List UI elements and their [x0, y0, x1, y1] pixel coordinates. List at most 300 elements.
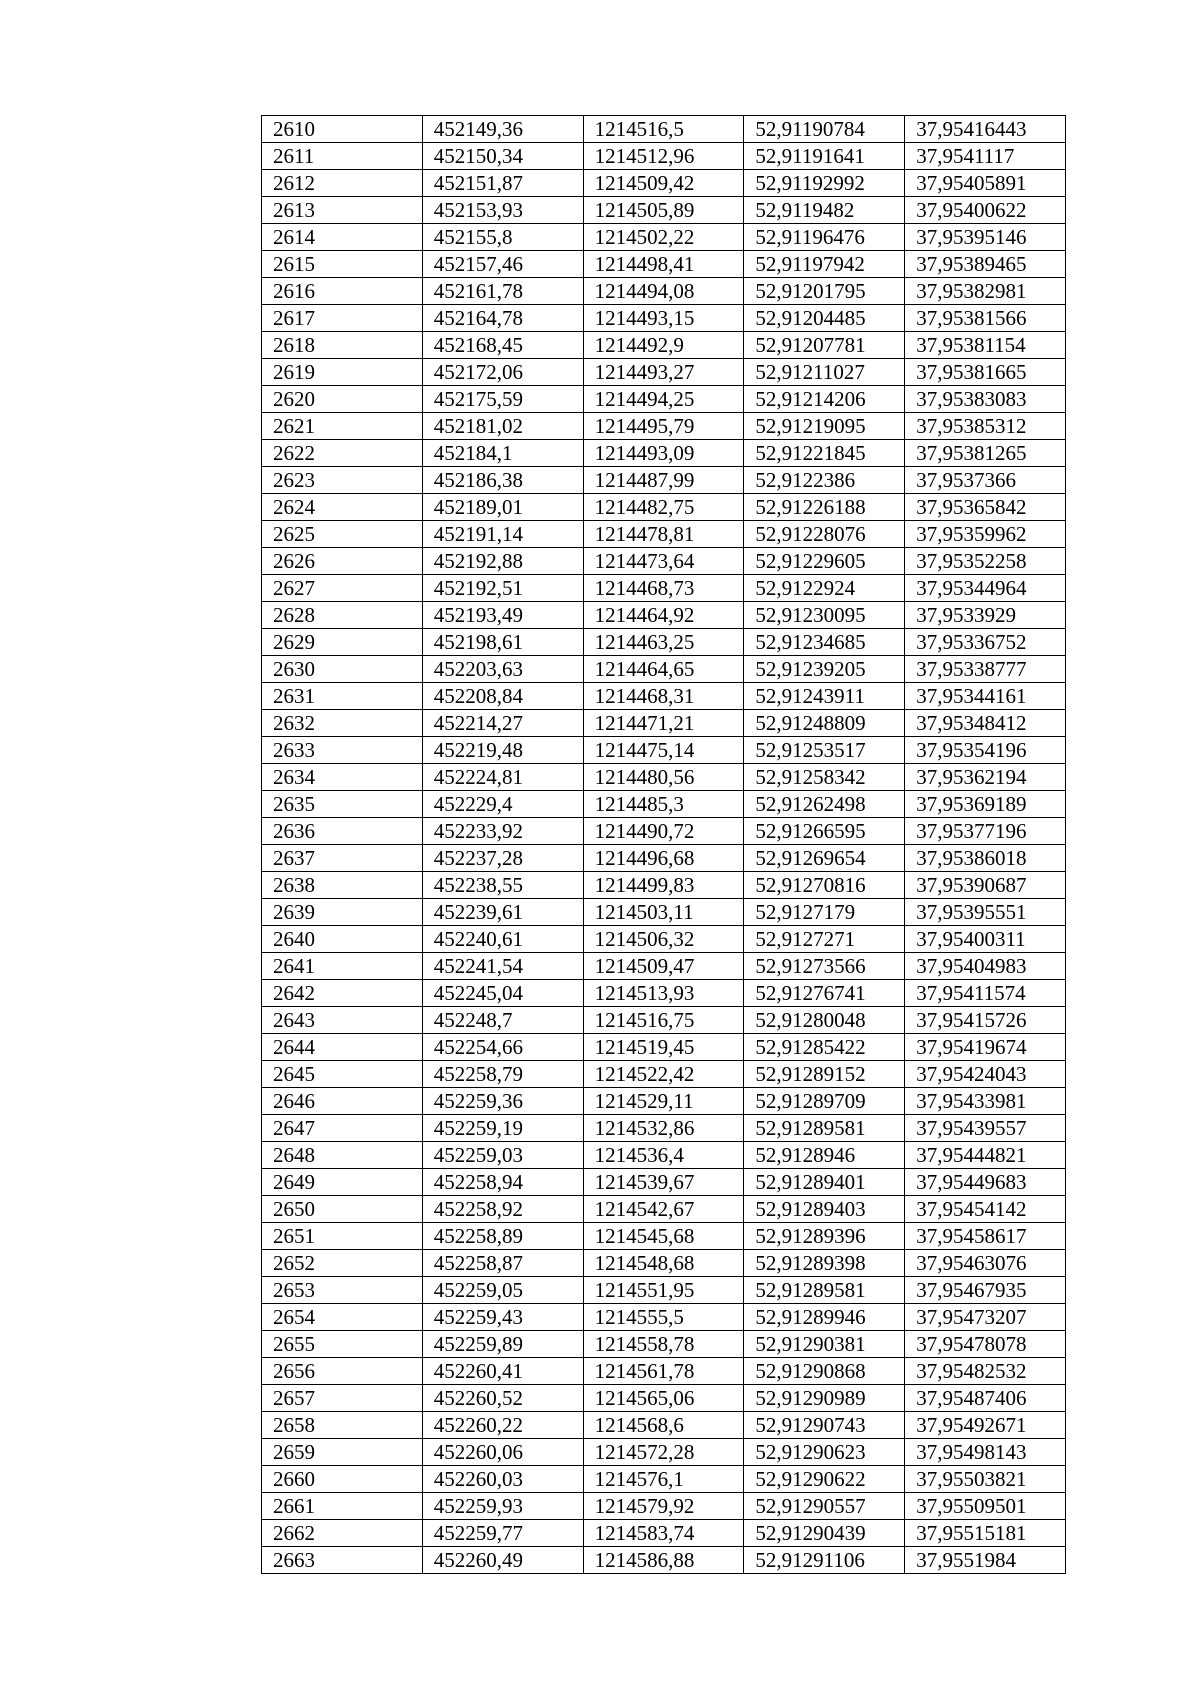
x-coordinate-cell: 452224,81: [422, 764, 583, 791]
longitude-cell: 37,95395551: [905, 899, 1066, 926]
latitude-cell: 52,9119482: [744, 197, 905, 224]
point-number-cell: 2628: [262, 602, 423, 629]
longitude-cell: 37,95405891: [905, 170, 1066, 197]
longitude-cell: 37,95400311: [905, 926, 1066, 953]
point-number-cell: 2658: [262, 1412, 423, 1439]
table-row: [262, 872, 1066, 899]
x-coordinate-cell: 452260,03: [422, 1466, 583, 1493]
point-number-cell: 2636: [262, 818, 423, 845]
longitude-cell: 37,95503821: [905, 1466, 1066, 1493]
latitude-cell: 52,91289403: [744, 1196, 905, 1223]
latitude-cell: 52,91214206: [744, 386, 905, 413]
table-row: [262, 1277, 1066, 1304]
latitude-cell: 52,91289396: [744, 1223, 905, 1250]
longitude-cell: 37,95389465: [905, 251, 1066, 278]
x-coordinate-cell: 452259,05: [422, 1277, 583, 1304]
point-number-cell: 2624: [262, 494, 423, 521]
latitude-cell: 52,91262498: [744, 791, 905, 818]
point-number-cell: 2612: [262, 170, 423, 197]
latitude-cell: 52,91290622: [744, 1466, 905, 1493]
y-coordinate-cell: 1214506,32: [583, 926, 744, 953]
longitude-cell: 37,95344964: [905, 575, 1066, 602]
longitude-cell: 37,95354196: [905, 737, 1066, 764]
y-coordinate-cell: 1214502,22: [583, 224, 744, 251]
latitude-cell: 52,91290439: [744, 1520, 905, 1547]
table-row: [262, 1061, 1066, 1088]
table-row: [262, 845, 1066, 872]
y-coordinate-cell: 1214536,4: [583, 1142, 744, 1169]
point-number-cell: 2638: [262, 872, 423, 899]
longitude-cell: 37,95381154: [905, 332, 1066, 359]
longitude-cell: 37,95395146: [905, 224, 1066, 251]
x-coordinate-cell: 452193,49: [422, 602, 583, 629]
longitude-cell: 37,95492671: [905, 1412, 1066, 1439]
y-coordinate-cell: 1214548,68: [583, 1250, 744, 1277]
x-coordinate-cell: 452258,79: [422, 1061, 583, 1088]
y-coordinate-cell: 1214503,11: [583, 899, 744, 926]
table-row: [262, 1385, 1066, 1412]
point-number-cell: 2662: [262, 1520, 423, 1547]
point-number-cell: 2647: [262, 1115, 423, 1142]
y-coordinate-cell: 1214492,9: [583, 332, 744, 359]
longitude-cell: 37,95344161: [905, 683, 1066, 710]
table-row: [262, 197, 1066, 224]
longitude-cell: 37,95449683: [905, 1169, 1066, 1196]
x-coordinate-cell: 452259,93: [422, 1493, 583, 1520]
y-coordinate-cell: 1214509,42: [583, 170, 744, 197]
table-row: [262, 251, 1066, 278]
latitude-cell: 52,91196476: [744, 224, 905, 251]
y-coordinate-cell: 1214494,25: [583, 386, 744, 413]
x-coordinate-cell: 452192,88: [422, 548, 583, 575]
latitude-cell: 52,91291106: [744, 1547, 905, 1574]
x-coordinate-cell: 452248,7: [422, 1007, 583, 1034]
x-coordinate-cell: 452258,87: [422, 1250, 583, 1277]
longitude-cell: 37,95369189: [905, 791, 1066, 818]
point-number-cell: 2611: [262, 143, 423, 170]
table-row: [262, 359, 1066, 386]
y-coordinate-cell: 1214561,78: [583, 1358, 744, 1385]
y-coordinate-cell: 1214586,88: [583, 1547, 744, 1574]
y-coordinate-cell: 1214496,68: [583, 845, 744, 872]
longitude-cell: 37,95509501: [905, 1493, 1066, 1520]
table-row: [262, 521, 1066, 548]
y-coordinate-cell: 1214485,3: [583, 791, 744, 818]
longitude-cell: 37,9551984: [905, 1547, 1066, 1574]
table-row: [262, 440, 1066, 467]
x-coordinate-cell: 452259,19: [422, 1115, 583, 1142]
x-coordinate-cell: 452258,94: [422, 1169, 583, 1196]
longitude-cell: 37,95400622: [905, 197, 1066, 224]
point-number-cell: 2631: [262, 683, 423, 710]
table-row: [262, 494, 1066, 521]
table-row: [262, 143, 1066, 170]
longitude-cell: 37,95404983: [905, 953, 1066, 980]
x-coordinate-cell: 452229,4: [422, 791, 583, 818]
x-coordinate-cell: 452184,1: [422, 440, 583, 467]
y-coordinate-cell: 1214487,99: [583, 467, 744, 494]
x-coordinate-cell: 452254,66: [422, 1034, 583, 1061]
point-number-cell: 2660: [262, 1466, 423, 1493]
latitude-cell: 52,91289709: [744, 1088, 905, 1115]
point-number-cell: 2618: [262, 332, 423, 359]
table-row: [262, 683, 1066, 710]
table-row: [262, 332, 1066, 359]
x-coordinate-cell: 452153,93: [422, 197, 583, 224]
x-coordinate-cell: 452259,03: [422, 1142, 583, 1169]
point-number-cell: 2645: [262, 1061, 423, 1088]
y-coordinate-cell: 1214568,6: [583, 1412, 744, 1439]
y-coordinate-cell: 1214468,31: [583, 683, 744, 710]
latitude-cell: 52,91229605: [744, 548, 905, 575]
table-row: [262, 1034, 1066, 1061]
x-coordinate-cell: 452161,78: [422, 278, 583, 305]
x-coordinate-cell: 452260,22: [422, 1412, 583, 1439]
longitude-cell: 37,95338777: [905, 656, 1066, 683]
table-row: [262, 953, 1066, 980]
longitude-cell: 37,95365842: [905, 494, 1066, 521]
y-coordinate-cell: 1214529,11: [583, 1088, 744, 1115]
y-coordinate-cell: 1214505,89: [583, 197, 744, 224]
y-coordinate-cell: 1214565,06: [583, 1385, 744, 1412]
longitude-cell: 37,95359962: [905, 521, 1066, 548]
longitude-cell: 37,95382981: [905, 278, 1066, 305]
point-number-cell: 2661: [262, 1493, 423, 1520]
latitude-cell: 52,91266595: [744, 818, 905, 845]
x-coordinate-cell: 452186,38: [422, 467, 583, 494]
table-row: [262, 629, 1066, 656]
table-row: [262, 1196, 1066, 1223]
x-coordinate-cell: 452181,02: [422, 413, 583, 440]
longitude-cell: 37,95467935: [905, 1277, 1066, 1304]
point-number-cell: 2619: [262, 359, 423, 386]
longitude-cell: 37,95411574: [905, 980, 1066, 1007]
latitude-cell: 52,91228076: [744, 521, 905, 548]
latitude-cell: 52,91273566: [744, 953, 905, 980]
x-coordinate-cell: 452150,34: [422, 143, 583, 170]
point-number-cell: 2617: [262, 305, 423, 332]
longitude-cell: 37,95454142: [905, 1196, 1066, 1223]
longitude-cell: 37,95439557: [905, 1115, 1066, 1142]
point-number-cell: 2656: [262, 1358, 423, 1385]
longitude-cell: 37,95498143: [905, 1439, 1066, 1466]
table-row: [262, 170, 1066, 197]
latitude-cell: 52,91276741: [744, 980, 905, 1007]
x-coordinate-cell: 452151,87: [422, 170, 583, 197]
table-row: [262, 1466, 1066, 1493]
x-coordinate-cell: 452237,28: [422, 845, 583, 872]
y-coordinate-cell: 1214482,75: [583, 494, 744, 521]
latitude-cell: 52,91253517: [744, 737, 905, 764]
y-coordinate-cell: 1214576,1: [583, 1466, 744, 1493]
longitude-cell: 37,95424043: [905, 1061, 1066, 1088]
y-coordinate-cell: 1214493,09: [583, 440, 744, 467]
y-coordinate-cell: 1214493,15: [583, 305, 744, 332]
y-coordinate-cell: 1214495,79: [583, 413, 744, 440]
point-number-cell: 2648: [262, 1142, 423, 1169]
point-number-cell: 2635: [262, 791, 423, 818]
x-coordinate-cell: 452191,14: [422, 521, 583, 548]
x-coordinate-cell: 452149,36: [422, 116, 583, 143]
x-coordinate-cell: 452189,01: [422, 494, 583, 521]
y-coordinate-cell: 1214475,14: [583, 737, 744, 764]
y-coordinate-cell: 1214471,21: [583, 710, 744, 737]
point-number-cell: 2622: [262, 440, 423, 467]
latitude-cell: 52,91290868: [744, 1358, 905, 1385]
point-number-cell: 2637: [262, 845, 423, 872]
x-coordinate-cell: 452260,41: [422, 1358, 583, 1385]
x-coordinate-cell: 452240,61: [422, 926, 583, 953]
longitude-cell: 37,95381665: [905, 359, 1066, 386]
table-row: [262, 1439, 1066, 1466]
table-row: [262, 1088, 1066, 1115]
latitude-cell: 52,91258342: [744, 764, 905, 791]
point-number-cell: 2633: [262, 737, 423, 764]
y-coordinate-cell: 1214499,83: [583, 872, 744, 899]
y-coordinate-cell: 1214498,41: [583, 251, 744, 278]
point-number-cell: 2632: [262, 710, 423, 737]
y-coordinate-cell: 1214512,96: [583, 143, 744, 170]
y-coordinate-cell: 1214463,25: [583, 629, 744, 656]
y-coordinate-cell: 1214464,65: [583, 656, 744, 683]
table-row: [262, 467, 1066, 494]
table-row: [262, 413, 1066, 440]
latitude-cell: 52,91191641: [744, 143, 905, 170]
x-coordinate-cell: 452208,84: [422, 683, 583, 710]
longitude-cell: 37,9533929: [905, 602, 1066, 629]
longitude-cell: 37,95433981: [905, 1088, 1066, 1115]
table-row: [262, 1142, 1066, 1169]
longitude-cell: 37,9537366: [905, 467, 1066, 494]
longitude-cell: 37,95377196: [905, 818, 1066, 845]
point-number-cell: 2641: [262, 953, 423, 980]
latitude-cell: 52,91243911: [744, 683, 905, 710]
y-coordinate-cell: 1214494,08: [583, 278, 744, 305]
longitude-cell: 37,9541117: [905, 143, 1066, 170]
longitude-cell: 37,95463076: [905, 1250, 1066, 1277]
longitude-cell: 37,95487406: [905, 1385, 1066, 1412]
table-row: [262, 764, 1066, 791]
x-coordinate-cell: 452192,51: [422, 575, 583, 602]
x-coordinate-cell: 452259,77: [422, 1520, 583, 1547]
x-coordinate-cell: 452219,48: [422, 737, 583, 764]
point-number-cell: 2655: [262, 1331, 423, 1358]
table-row: [262, 548, 1066, 575]
point-number-cell: 2652: [262, 1250, 423, 1277]
x-coordinate-cell: 452168,45: [422, 332, 583, 359]
table-row: [262, 1115, 1066, 1142]
latitude-cell: 52,91219095: [744, 413, 905, 440]
table-row: [262, 710, 1066, 737]
latitude-cell: 52,91290623: [744, 1439, 905, 1466]
x-coordinate-cell: 452260,49: [422, 1547, 583, 1574]
x-coordinate-cell: 452172,06: [422, 359, 583, 386]
latitude-cell: 52,91289581: [744, 1277, 905, 1304]
point-number-cell: 2613: [262, 197, 423, 224]
latitude-cell: 52,91269654: [744, 845, 905, 872]
point-number-cell: 2646: [262, 1088, 423, 1115]
table-row: [262, 1547, 1066, 1574]
latitude-cell: 52,91226188: [744, 494, 905, 521]
longitude-cell: 37,95352258: [905, 548, 1066, 575]
longitude-cell: 37,95381566: [905, 305, 1066, 332]
x-coordinate-cell: 452258,92: [422, 1196, 583, 1223]
x-coordinate-cell: 452259,89: [422, 1331, 583, 1358]
y-coordinate-cell: 1214509,47: [583, 953, 744, 980]
point-number-cell: 2630: [262, 656, 423, 683]
longitude-cell: 37,95415726: [905, 1007, 1066, 1034]
table-row: [262, 656, 1066, 683]
point-number-cell: 2629: [262, 629, 423, 656]
longitude-cell: 37,95390687: [905, 872, 1066, 899]
longitude-cell: 37,95473207: [905, 1304, 1066, 1331]
point-number-cell: 2649: [262, 1169, 423, 1196]
y-coordinate-cell: 1214555,5: [583, 1304, 744, 1331]
x-coordinate-cell: 452241,54: [422, 953, 583, 980]
x-coordinate-cell: 452239,61: [422, 899, 583, 926]
table-row: [262, 791, 1066, 818]
longitude-cell: 37,95482532: [905, 1358, 1066, 1385]
longitude-cell: 37,95444821: [905, 1142, 1066, 1169]
x-coordinate-cell: 452238,55: [422, 872, 583, 899]
latitude-cell: 52,91204485: [744, 305, 905, 332]
y-coordinate-cell: 1214490,72: [583, 818, 744, 845]
point-number-cell: 2657: [262, 1385, 423, 1412]
x-coordinate-cell: 452260,06: [422, 1439, 583, 1466]
table-row: [262, 575, 1066, 602]
table-row: [262, 980, 1066, 1007]
table-row: [262, 305, 1066, 332]
latitude-cell: 52,91290381: [744, 1331, 905, 1358]
latitude-cell: 52,9122386: [744, 467, 905, 494]
latitude-cell: 52,91207781: [744, 332, 905, 359]
point-number-cell: 2620: [262, 386, 423, 413]
point-number-cell: 2621: [262, 413, 423, 440]
latitude-cell: 52,91290743: [744, 1412, 905, 1439]
table-row: [262, 1169, 1066, 1196]
table-row: [262, 1493, 1066, 1520]
y-coordinate-cell: 1214473,64: [583, 548, 744, 575]
table-row: [262, 1358, 1066, 1385]
y-coordinate-cell: 1214558,78: [583, 1331, 744, 1358]
point-number-cell: 2644: [262, 1034, 423, 1061]
latitude-cell: 52,91211027: [744, 359, 905, 386]
point-number-cell: 2625: [262, 521, 423, 548]
point-number-cell: 2614: [262, 224, 423, 251]
latitude-cell: 52,91290557: [744, 1493, 905, 1520]
y-coordinate-cell: 1214532,86: [583, 1115, 744, 1142]
latitude-cell: 52,91248809: [744, 710, 905, 737]
x-coordinate-cell: 452258,89: [422, 1223, 583, 1250]
latitude-cell: 52,91289401: [744, 1169, 905, 1196]
table-row: [262, 278, 1066, 305]
latitude-cell: 52,91289581: [744, 1115, 905, 1142]
y-coordinate-cell: 1214464,92: [583, 602, 744, 629]
y-coordinate-cell: 1214478,81: [583, 521, 744, 548]
latitude-cell: 52,91190784: [744, 116, 905, 143]
x-coordinate-cell: 452233,92: [422, 818, 583, 845]
table-row: [262, 1223, 1066, 1250]
latitude-cell: 52,91270816: [744, 872, 905, 899]
y-coordinate-cell: 1214516,5: [583, 116, 744, 143]
latitude-cell: 52,91221845: [744, 440, 905, 467]
latitude-cell: 52,91230095: [744, 602, 905, 629]
table-row: [262, 1331, 1066, 1358]
x-coordinate-cell: 452260,52: [422, 1385, 583, 1412]
y-coordinate-cell: 1214579,92: [583, 1493, 744, 1520]
latitude-cell: 52,9127271: [744, 926, 905, 953]
y-coordinate-cell: 1214542,67: [583, 1196, 744, 1223]
latitude-cell: 52,9128946: [744, 1142, 905, 1169]
latitude-cell: 52,91290989: [744, 1385, 905, 1412]
longitude-cell: 37,95336752: [905, 629, 1066, 656]
coordinates-table: [261, 115, 1066, 1574]
point-number-cell: 2616: [262, 278, 423, 305]
point-number-cell: 2643: [262, 1007, 423, 1034]
point-number-cell: 2650: [262, 1196, 423, 1223]
latitude-cell: 52,91234685: [744, 629, 905, 656]
table-row: [262, 737, 1066, 764]
x-coordinate-cell: 452175,59: [422, 386, 583, 413]
latitude-cell: 52,91285422: [744, 1034, 905, 1061]
latitude-cell: 52,91289946: [744, 1304, 905, 1331]
longitude-cell: 37,95362194: [905, 764, 1066, 791]
latitude-cell: 52,91239205: [744, 656, 905, 683]
table-row: [262, 1250, 1066, 1277]
longitude-cell: 37,95458617: [905, 1223, 1066, 1250]
point-number-cell: 2639: [262, 899, 423, 926]
latitude-cell: 52,9122924: [744, 575, 905, 602]
x-coordinate-cell: 452164,78: [422, 305, 583, 332]
x-coordinate-cell: 452214,27: [422, 710, 583, 737]
x-coordinate-cell: 452203,63: [422, 656, 583, 683]
x-coordinate-cell: 452259,43: [422, 1304, 583, 1331]
y-coordinate-cell: 1214583,74: [583, 1520, 744, 1547]
point-number-cell: 2663: [262, 1547, 423, 1574]
table-row: [262, 1520, 1066, 1547]
y-coordinate-cell: 1214551,95: [583, 1277, 744, 1304]
longitude-cell: 37,95381265: [905, 440, 1066, 467]
point-number-cell: 2651: [262, 1223, 423, 1250]
point-number-cell: 2640: [262, 926, 423, 953]
latitude-cell: 52,91289398: [744, 1250, 905, 1277]
longitude-cell: 37,95348412: [905, 710, 1066, 737]
y-coordinate-cell: 1214480,56: [583, 764, 744, 791]
table-row: [262, 818, 1066, 845]
latitude-cell: 52,91192992: [744, 170, 905, 197]
point-number-cell: 2615: [262, 251, 423, 278]
latitude-cell: 52,91197942: [744, 251, 905, 278]
longitude-cell: 37,95478078: [905, 1331, 1066, 1358]
point-number-cell: 2653: [262, 1277, 423, 1304]
x-coordinate-cell: 452155,8: [422, 224, 583, 251]
point-number-cell: 2610: [262, 116, 423, 143]
longitude-cell: 37,95385312: [905, 413, 1066, 440]
x-coordinate-cell: 452245,04: [422, 980, 583, 1007]
point-number-cell: 2627: [262, 575, 423, 602]
table-row: [262, 1304, 1066, 1331]
longitude-cell: 37,95419674: [905, 1034, 1066, 1061]
y-coordinate-cell: 1214522,42: [583, 1061, 744, 1088]
y-coordinate-cell: 1214519,45: [583, 1034, 744, 1061]
y-coordinate-cell: 1214516,75: [583, 1007, 744, 1034]
latitude-cell: 52,91201795: [744, 278, 905, 305]
longitude-cell: 37,95416443: [905, 116, 1066, 143]
x-coordinate-cell: 452157,46: [422, 251, 583, 278]
x-coordinate-cell: 452198,61: [422, 629, 583, 656]
point-number-cell: 2634: [262, 764, 423, 791]
longitude-cell: 37,95383083: [905, 386, 1066, 413]
